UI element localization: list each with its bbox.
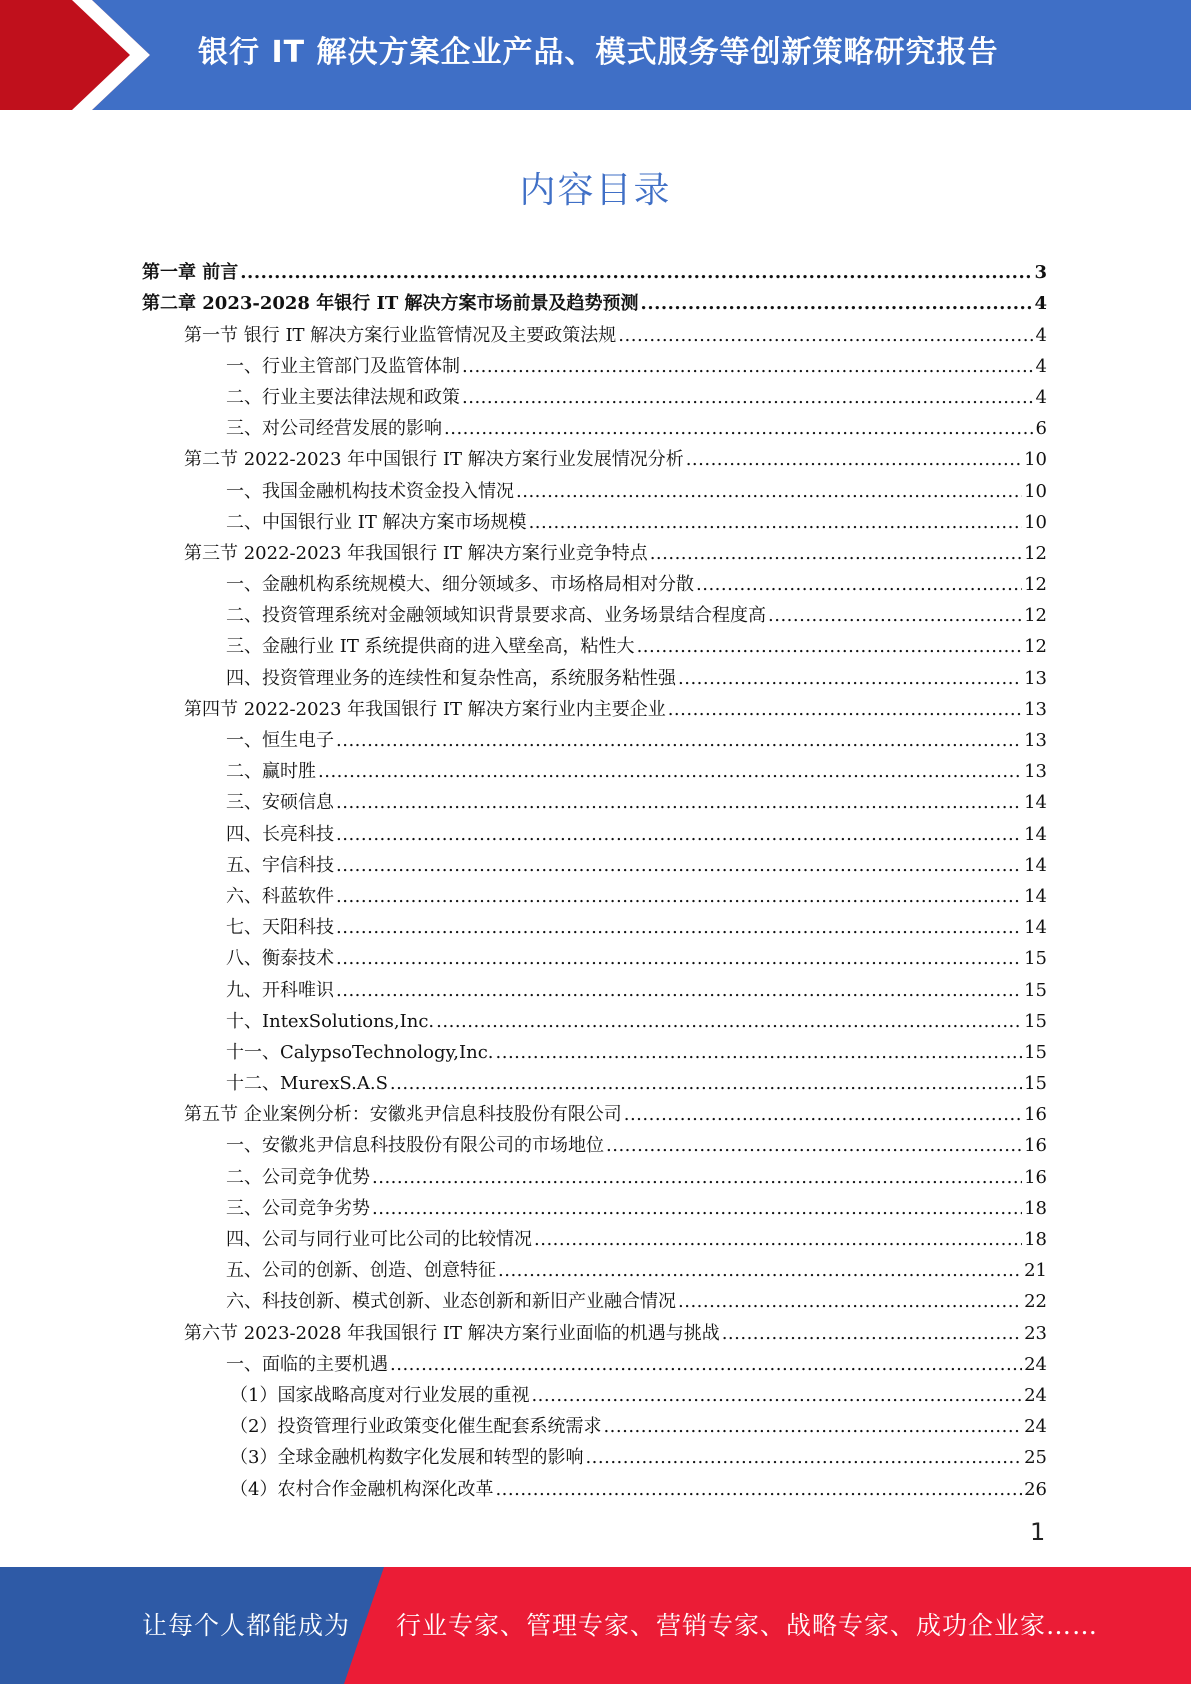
toc-entry-label: 十一、CalypsoTechnology,Inc.: [226, 1041, 494, 1063]
toc-entry-label: 第二章 2023-2028 年银行 IT 解决方案市场前景及趋势预测: [142, 293, 639, 315]
toc-entry-label: 十、IntexSolutions,Inc.: [226, 1010, 435, 1032]
toc-entry-label: 三、金融行业 IT 系统提供商的进入壁垒高，粘性大: [226, 636, 635, 658]
toc-entry-label: 三、对公司经营发展的影响: [226, 418, 442, 440]
toc-dot-leader: [372, 1197, 1022, 1221]
toc-dot-leader: [618, 324, 1033, 348]
toc-entry-label: 六、科技创新、模式创新、业态创新和新旧产业融合情况: [226, 1291, 676, 1313]
toc-entry[interactable]: [142, 1252, 1047, 1283]
toc-entry-page: 13: [1024, 667, 1047, 689]
toc-entry-page: 3: [1034, 262, 1047, 284]
toc-entry[interactable]: [142, 410, 1047, 441]
toc-entry-page: 13: [1024, 761, 1047, 783]
toc-dot-leader: [696, 573, 1022, 597]
toc-entry-label: 五、宇信科技: [226, 854, 334, 876]
toc-entry-label: （1）国家战略高度对行业发展的重视: [230, 1384, 530, 1406]
toc-dot-leader: [585, 1446, 1022, 1470]
toc-entry[interactable]: [142, 472, 1047, 503]
toc-dot-leader: [637, 635, 1023, 659]
toc-entry-label: 一、面临的主要机遇: [226, 1353, 388, 1375]
toc-dot-leader: [336, 885, 1022, 909]
toc-entry-label: 第一节 银行 IT 解决方案行业监管情况及主要政策法规: [184, 324, 617, 346]
toc-entry[interactable]: [142, 1096, 1047, 1127]
toc-entry-page: 21: [1024, 1260, 1047, 1282]
toc-entry[interactable]: [142, 535, 1047, 566]
toc-entry[interactable]: [142, 379, 1047, 410]
report-title: 银行 IT 解决方案企业产品、模式服务等创新策略研究报告: [198, 35, 999, 70]
toc-dot-leader: [722, 1322, 1022, 1346]
toc-dot-leader: [336, 823, 1022, 847]
toc-dot-leader: [336, 979, 1022, 1003]
toc-entry-page: 10: [1024, 511, 1047, 533]
toc-entry-label: 七、天阳科技: [226, 917, 334, 939]
toc-entry[interactable]: [142, 504, 1047, 535]
toc-entry-label: 三、安硕信息: [226, 792, 334, 814]
toc-entry-page: 10: [1024, 480, 1047, 502]
toc-entry[interactable]: [142, 1127, 1047, 1158]
toc-entry[interactable]: [142, 285, 1047, 316]
toc-entry[interactable]: [142, 1346, 1047, 1377]
page-header: [0, 0, 1191, 110]
footer-slogan-right: 行业专家、管理专家、营销专家、战略专家、成功企业家……: [396, 1611, 1099, 1640]
toc-entry-page: 22: [1024, 1291, 1047, 1313]
toc-entry-page: 16: [1024, 1166, 1047, 1188]
toc-entry-label: 二、行业主要法律法规和政策: [226, 386, 460, 408]
toc-entry-label: 一、我国金融机构技术资金投入情况: [226, 480, 514, 502]
toc-entry[interactable]: [142, 628, 1047, 659]
toc-entry-page: 16: [1024, 1104, 1047, 1126]
toc-entry-page: 18: [1024, 1197, 1047, 1219]
toc-entry-page: 14: [1024, 854, 1047, 876]
toc-entry-page: 15: [1024, 1010, 1047, 1032]
toc-entry[interactable]: [142, 1158, 1047, 1189]
toc-entry-page: 26: [1024, 1478, 1047, 1500]
toc-dot-leader: [495, 1478, 1022, 1502]
toc-entry-label: （4）农村合作金融机构深化改革: [230, 1478, 494, 1500]
toc-dot-leader: [390, 1353, 1022, 1377]
toc-entry[interactable]: [142, 1065, 1047, 1096]
toc-entry[interactable]: [142, 1439, 1047, 1470]
toc-dot-leader: [641, 292, 1033, 316]
toc-entry[interactable]: [142, 1283, 1047, 1314]
toc-entry-page: 24: [1024, 1384, 1047, 1406]
toc-entry-page: 13: [1024, 730, 1047, 751]
toc-entry-page: 14: [1024, 917, 1047, 939]
toc-dot-leader: [462, 386, 1034, 410]
toc-entry-label: 第六节 2023-2028 年我国银行 IT 解决方案行业面临的机遇与挑战: [184, 1322, 720, 1344]
toc-entry-page: 16: [1024, 1135, 1047, 1157]
toc-dot-leader: [606, 1134, 1022, 1158]
toc-dot-leader: [318, 760, 1022, 784]
toc-entry-page: 4: [1035, 324, 1047, 346]
toc-entry-page: 12: [1024, 574, 1047, 596]
toc-dot-leader: [336, 854, 1022, 878]
toc-dot-leader: [678, 1290, 1022, 1314]
toc-entry-label: 第五节 企业案例分析：安徽兆尹信息科技股份有限公司: [184, 1104, 622, 1126]
toc-dot-leader: [624, 1103, 1022, 1127]
toc-entry[interactable]: [142, 566, 1047, 597]
toc-entry-label: 三、公司竞争劣势: [226, 1197, 370, 1219]
toc-entry-page: 14: [1024, 885, 1047, 907]
toc-entry[interactable]: [142, 316, 1047, 347]
toc-dot-leader: [462, 355, 1034, 379]
toc-entry-label: 八、衡泰技术: [226, 948, 334, 970]
toc-entry-page: 12: [1024, 542, 1047, 564]
toc-entry-page: 12: [1024, 636, 1047, 658]
toc-dot-leader: [516, 480, 1022, 504]
toc-dot-leader: [336, 729, 1022, 753]
toc-entry[interactable]: [142, 597, 1047, 628]
toc-dot-leader: [436, 1010, 1022, 1034]
toc-entry[interactable]: [142, 348, 1047, 379]
toc-entry-page: 24: [1024, 1353, 1047, 1375]
toc-entry-label: 第一章 前言: [142, 262, 239, 284]
toc-entry[interactable]: [142, 254, 1047, 285]
toc-dot-leader: [650, 542, 1022, 566]
toc-entry[interactable]: [142, 784, 1047, 815]
toc-entry[interactable]: [142, 1470, 1047, 1501]
toc-entry-page: 4: [1035, 355, 1047, 377]
toc-entry[interactable]: [142, 1221, 1047, 1252]
toc-entry-label: （2）投资管理行业政策变化催生配套系统需求: [230, 1416, 602, 1438]
toc-entry-label: 四、投资管理业务的连续性和复杂性高，系统服务粘性强: [226, 667, 676, 689]
toc-entry-page: 24: [1024, 1416, 1047, 1438]
toc-entry-page: 4: [1035, 386, 1047, 408]
toc-entry-page: 12: [1024, 605, 1047, 627]
toc-entry-label: 十二、MurexS.A.S: [226, 1073, 388, 1095]
toc-entry[interactable]: [142, 1003, 1047, 1034]
toc-entry[interactable]: [142, 847, 1047, 878]
toc-dot-leader: [686, 448, 1022, 472]
toc-entry-page: 15: [1024, 979, 1047, 1001]
toc-entry-label: 一、金融机构系统规模大、细分领域多、市场格局相对分散: [226, 574, 694, 596]
toc-entry-page: 15: [1024, 1073, 1047, 1095]
toc-entry[interactable]: [142, 878, 1047, 909]
toc-dot-leader: [603, 1415, 1022, 1439]
toc-dot-leader: [336, 947, 1022, 971]
toc-entry-label: 二、赢时胜: [226, 761, 316, 783]
toc-entry-page: 10: [1024, 449, 1047, 471]
toc-entry-label: 九、开科唯识: [226, 979, 334, 1001]
toc-dot-leader: [496, 1041, 1023, 1065]
toc-dot-leader: [444, 417, 1034, 441]
toc-entry[interactable]: [142, 940, 1047, 971]
toc-entry-label: （3）全球金融机构数字化发展和转型的影响: [230, 1447, 584, 1469]
toc-entry-page: 14: [1024, 792, 1047, 814]
toc-entry[interactable]: [142, 971, 1047, 1002]
toc-dot-leader: [768, 604, 1022, 628]
toc-dot-leader: [372, 1166, 1022, 1190]
toc-entry[interactable]: [142, 753, 1047, 784]
toc-entry[interactable]: [142, 1034, 1047, 1065]
page-number: 1: [1030, 1518, 1046, 1546]
toc-dot-leader: [336, 791, 1022, 815]
toc-entry-label: 二、中国银行业 IT 解决方案市场规模: [226, 511, 527, 533]
table-of-contents: [142, 254, 1047, 1502]
toc-entry-label: 第四节 2022-2023 年我国银行 IT 解决方案行业内主要企业: [184, 698, 666, 720]
toc-dot-leader: [336, 916, 1022, 940]
toc-dot-leader: [390, 1072, 1022, 1096]
toc-entry[interactable]: [142, 909, 1047, 940]
toc-entry[interactable]: [142, 815, 1047, 846]
toc-entry-page: 15: [1024, 948, 1047, 970]
toc-entry[interactable]: [142, 1190, 1047, 1221]
toc-entry-page: 6: [1035, 418, 1047, 440]
toc-entry-label: 一、行业主管部门及监管体制: [226, 355, 460, 377]
toc-entry[interactable]: [142, 691, 1047, 722]
toc-entry-page: 15: [1024, 1041, 1047, 1063]
toc-entry[interactable]: [142, 722, 1047, 753]
toc-entry-label: 四、长亮科技: [226, 823, 334, 845]
toc-entry-page: 13: [1024, 698, 1047, 720]
toc-entry-page: 25: [1024, 1447, 1047, 1469]
toc-entry-label: 四、公司与同行业可比公司的比较情况: [226, 1229, 532, 1250]
toc-entry-label: 一、安徽兆尹信息科技股份有限公司的市场地位: [226, 1135, 604, 1157]
toc-entry-label: 六、科蓝软件: [226, 885, 334, 907]
toc-dot-leader: [534, 1228, 1022, 1252]
toc-entry-label: 二、投资管理系统对金融领域知识背景要求高、业务场景结合程度高: [226, 605, 766, 627]
toc-entry-label: 二、公司竞争优势: [226, 1166, 370, 1188]
toc-entry-label: 第二节 2022-2023 年中国银行 IT 解决方案行业发展情况分析: [184, 449, 684, 471]
toc-entry[interactable]: [142, 1314, 1047, 1345]
toc-entry-page: 18: [1024, 1229, 1047, 1250]
toc-dot-leader: [529, 511, 1023, 535]
header-red-arrow: [0, 0, 150, 110]
toc-entry-label: 第三节 2022-2023 年我国银行 IT 解决方案行业竞争特点: [184, 542, 648, 564]
toc-entry-label: 一、恒生电子: [226, 730, 334, 751]
toc-dot-leader: [678, 667, 1022, 691]
page-footer: [0, 1567, 1191, 1684]
toc-heading: 内容目录: [519, 170, 672, 211]
toc-entry-page: 23: [1024, 1322, 1047, 1344]
toc-entry-page: 4: [1034, 293, 1047, 315]
toc-dot-leader: [240, 261, 1032, 285]
toc-dot-leader: [531, 1384, 1022, 1408]
toc-dot-leader: [668, 698, 1022, 722]
toc-entry[interactable]: [142, 1408, 1047, 1439]
toc-entry-label: 五、公司的创新、创造、创意特征: [226, 1260, 496, 1282]
toc-entry[interactable]: [142, 441, 1047, 472]
footer-slogan-left: 让每个人都能成为: [142, 1611, 351, 1640]
toc-entry[interactable]: [142, 1377, 1047, 1408]
toc-entry-page: 14: [1024, 823, 1047, 845]
toc-entry[interactable]: [142, 659, 1047, 690]
toc-dot-leader: [498, 1259, 1022, 1283]
